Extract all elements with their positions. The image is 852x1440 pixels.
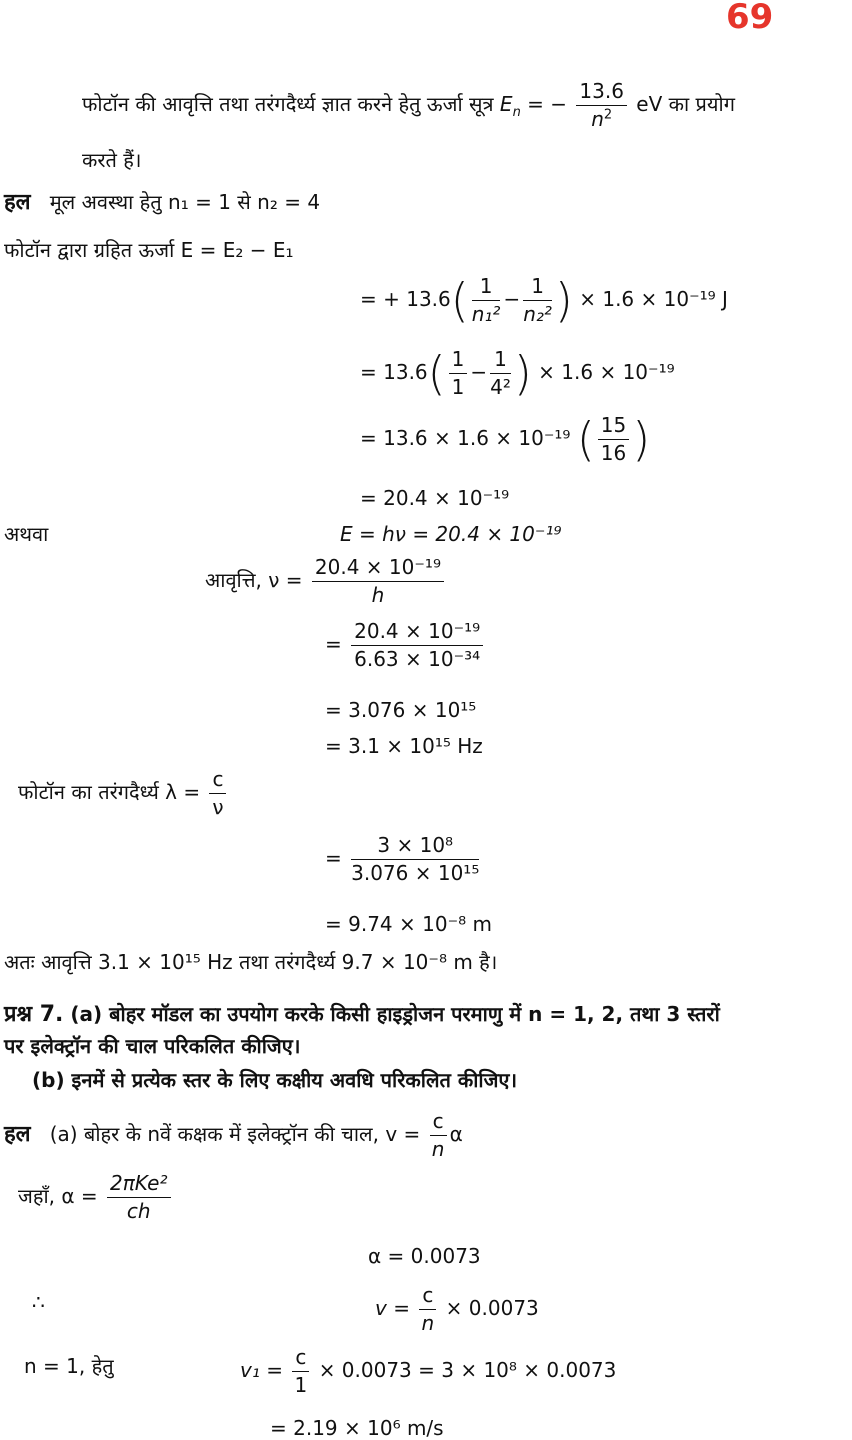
intro-line bbox=[82, 80, 735, 131]
formula-equals: = − bbox=[527, 92, 568, 116]
step2-b-den: 4² bbox=[490, 375, 511, 399]
energy-step-3 bbox=[360, 414, 650, 465]
speed-alpha: α bbox=[449, 1122, 463, 1146]
left-paren: ( bbox=[576, 412, 595, 467]
intro-line-2: करते हैं। bbox=[82, 148, 142, 172]
speed-fraction bbox=[430, 1110, 447, 1161]
step2-right: × 1.6 × 10⁻¹⁹ bbox=[538, 360, 675, 384]
speed-den: n bbox=[431, 1137, 445, 1161]
frequency-step-2 bbox=[325, 620, 486, 671]
alpha-fraction bbox=[107, 1172, 171, 1223]
step1-b-den: n₂² bbox=[523, 302, 552, 326]
solution-label: हल bbox=[4, 190, 31, 215]
speed-num: c bbox=[430, 1110, 447, 1136]
energy-fraction-denominator: n bbox=[591, 107, 604, 131]
step1-left: = + 13.6 bbox=[360, 287, 451, 311]
step1-a-den: n₁² bbox=[471, 302, 501, 326]
velocity-formula bbox=[375, 1284, 539, 1335]
wavelength-fraction bbox=[209, 768, 226, 819]
step3-frac bbox=[598, 414, 629, 465]
question-7-line-1 bbox=[4, 1004, 720, 1026]
alpha-value: α = 0.0073 bbox=[368, 1244, 481, 1268]
step1-right: × 1.6 × 10⁻¹⁹ J bbox=[579, 287, 728, 311]
step1-frac-a bbox=[472, 275, 501, 326]
frequency-line bbox=[205, 556, 447, 607]
v1-left: v₁ = bbox=[240, 1358, 283, 1382]
frequency-step2-num: 20.4 × 10⁻¹⁹ bbox=[351, 620, 483, 646]
frequency-step2-fraction bbox=[351, 620, 483, 671]
step1-frac-b bbox=[523, 275, 552, 326]
v1-num: c bbox=[292, 1346, 309, 1372]
speed-text: (a) बोहर के nवें कक्षक में इलेक्ट्रॉन की चाल, v = bbox=[49, 1122, 421, 1146]
wavelength-step2-den: 3.076 × 10¹⁵ bbox=[351, 861, 480, 885]
velocity-right: × 0.0073 bbox=[445, 1296, 539, 1320]
question-label: प्रश्न 7. bbox=[4, 1002, 64, 1027]
step2-a-den: 1 bbox=[451, 375, 465, 399]
athva-text: अथवा bbox=[4, 522, 49, 546]
velocity-fraction bbox=[419, 1284, 436, 1335]
right-paren: ) bbox=[513, 346, 532, 401]
step2-a-num: 1 bbox=[449, 348, 468, 374]
solution2-label: हल bbox=[4, 1122, 31, 1147]
wavelength-label: फोटॉन का तरंगदैर्ध्य λ = bbox=[18, 780, 201, 804]
wavelength-den: ν bbox=[212, 795, 224, 819]
question-7-line-2: पर इलेक्ट्रॉन की चाल परिकलित कीजिए। bbox=[4, 1034, 301, 1058]
v1-den: 1 bbox=[294, 1373, 308, 1397]
frequency-den: h bbox=[371, 583, 385, 607]
wavelength-step2-eq: = bbox=[325, 846, 342, 870]
energy-symbol: E bbox=[499, 92, 513, 116]
left-paren: ( bbox=[450, 273, 469, 328]
n1-label: n = 1, हेतु bbox=[24, 1354, 114, 1378]
frequency-step2-eq: = bbox=[325, 632, 342, 656]
wavelength-step2-fraction bbox=[351, 834, 479, 885]
solution-line-1 bbox=[4, 192, 320, 214]
velocity-left: v = bbox=[375, 1296, 410, 1320]
frequency-fraction bbox=[312, 556, 444, 607]
wavelength-step-2 bbox=[325, 834, 482, 885]
left-paren: ( bbox=[427, 346, 446, 401]
energy-fraction-numerator: 13.6 bbox=[576, 80, 627, 106]
energy-fraction-power: 2 bbox=[603, 107, 613, 123]
energy-hv-line: E = hν = 20.4 × 10⁻¹⁹ bbox=[340, 522, 562, 546]
v1-right: × 0.0073 = 3 × 10⁸ × 0.0073 bbox=[318, 1358, 617, 1382]
therefore-symbol: ∴ bbox=[32, 1290, 45, 1314]
v1-formula bbox=[240, 1346, 616, 1397]
energy-fraction bbox=[576, 80, 627, 131]
question-part-b: (b) इनमें से प्रत्येक स्तर के लिए कक्षीय अवधि परिकलित कीजिए। bbox=[32, 1068, 518, 1092]
question-part-a: (a) बोहर मॉडल का उपयोग करके किसी हाइड्रोजन परमाणु में n = 1, 2, तथा 3 स्तरों bbox=[70, 1002, 720, 1026]
v1-fraction bbox=[292, 1346, 309, 1397]
step3-den: 16 bbox=[600, 441, 627, 465]
energy-absorbed-line: फोटॉन द्वारा ग्रहित ऊर्जा E = E₂ − E₁ bbox=[4, 238, 294, 262]
intro-text: फोटॉन की आवृत्ति तथा तरंगदैर्ध्य ज्ञात करने हेतु ऊर्जा सूत्र bbox=[82, 92, 494, 116]
step3-num: 15 bbox=[598, 414, 629, 440]
intro-text-tail: eV का प्रयोग bbox=[636, 92, 735, 116]
step3-left: = 13.6 × 1.6 × 10⁻¹⁹ bbox=[360, 426, 571, 450]
alpha-den: ch bbox=[126, 1199, 151, 1223]
frequency-label: आवृत्ति, ν = bbox=[205, 568, 303, 592]
right-paren: ) bbox=[632, 412, 651, 467]
frequency-step2-den: 6.63 × 10⁻³⁴ bbox=[354, 647, 481, 671]
step2-b-num: 1 bbox=[490, 348, 511, 374]
step1-b-num: 1 bbox=[523, 275, 552, 301]
wavelength-num: c bbox=[209, 768, 226, 794]
frequency-result: = 3.1 × 10¹⁵ Hz bbox=[325, 734, 483, 758]
velocity-den: n bbox=[421, 1311, 435, 1335]
page-number: 69 bbox=[726, 0, 774, 37]
frequency-num: 20.4 × 10⁻¹⁹ bbox=[312, 556, 444, 582]
alpha-definition bbox=[18, 1172, 174, 1223]
velocity-num: c bbox=[419, 1284, 436, 1310]
energy-subscript: n bbox=[512, 105, 521, 120]
wavelength-step2-num: 3 × 10⁸ bbox=[351, 834, 479, 860]
ground-state-text: मूल अवस्था हेतु n₁ = 1 से n₂ = 4 bbox=[49, 190, 321, 214]
alpha-where: जहाँ, α = bbox=[18, 1184, 98, 1208]
frequency-step-3: = 3.076 × 10¹⁵ bbox=[325, 698, 477, 722]
energy-step-1 bbox=[360, 275, 728, 326]
v1-result: = 2.19 × 10⁶ m/s bbox=[270, 1416, 444, 1440]
conclusion-line: अतः आवृत्ति 3.1 × 10¹⁵ Hz तथा तरंगदैर्ध्य 9.7 × 10⁻⁸ m है। bbox=[4, 950, 498, 974]
right-paren: ) bbox=[554, 273, 573, 328]
step2-frac-b bbox=[490, 348, 511, 399]
step2-minus: − bbox=[470, 360, 488, 384]
wavelength-result: = 9.74 × 10⁻⁸ m bbox=[325, 912, 492, 936]
step1-minus: − bbox=[503, 287, 521, 311]
step1-a-num: 1 bbox=[472, 275, 501, 301]
energy-step-2 bbox=[360, 348, 675, 399]
step2-left: = 13.6 bbox=[360, 360, 428, 384]
step2-frac-a bbox=[449, 348, 468, 399]
alpha-num: 2πKe² bbox=[107, 1172, 171, 1198]
solution2-line-1 bbox=[4, 1110, 463, 1161]
energy-step-4: = 20.4 × 10⁻¹⁹ bbox=[360, 486, 510, 510]
wavelength-line bbox=[18, 768, 229, 819]
